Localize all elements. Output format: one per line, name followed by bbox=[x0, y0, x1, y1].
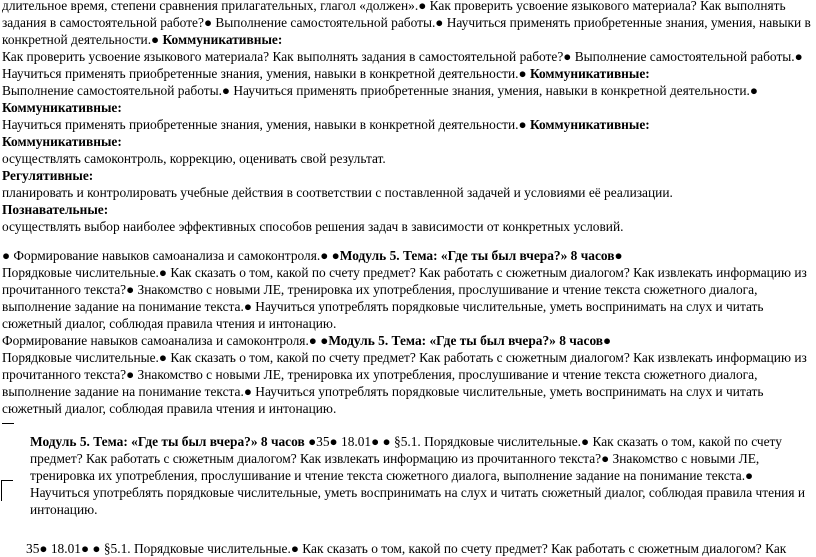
heading-cognitive: Познавательные: bbox=[2, 202, 109, 217]
module-title: ●Модуль 5. Тема: «Где ты был вчера?» 8 часов● bbox=[320, 333, 612, 348]
paragraph-4 bbox=[2, 116, 814, 133]
bold-heading: Коммуникативные: bbox=[162, 32, 283, 47]
module-block-2 bbox=[2, 332, 814, 349]
heading-regulatory: Регулятивные: bbox=[2, 168, 94, 183]
bold-heading: Коммуникативные: bbox=[2, 100, 122, 115]
text-cognitive: осуществлять выбор наиболее эффективных способов решения задач в зависимости от конкретных условий. bbox=[2, 219, 624, 234]
paragraph-1 bbox=[2, 0, 814, 48]
paragraph-text: Выполнение самостоятельной работы.● Научиться применять приобретенные знания, умения, навыки в конкретной деятельности.● bbox=[2, 83, 758, 98]
module-title: ●Модуль 5. Тема: «Где ты был вчера?» 8 часов● bbox=[331, 248, 623, 263]
heading-communicative: Коммуникативные: bbox=[2, 134, 122, 149]
paragraph-text: Как проверить усвоение языкового материала? Как выполнять задания в самостоятельной работе?● Выполнение самостоятельной работы.● Научиться применять приобретенные знания, умения, навыки в конкретной деятельности.● bbox=[2, 49, 803, 81]
paragraph-text: длительное время, степени сравнения прилагательных, глагол «должен».● Как проверить усвоение языкового материала? Как выполнять задания в самостоятельной работе?● Выполнение самостоятельной работы.● Научиться применять приобретенные знания, умения, навыки в конкретной деятельности.● bbox=[2, 0, 811, 47]
module-text: ●35● 18.01● ● §5.1. Порядковые числительные.● Как сказать о том, какой по счету предмет? Как работать с сюжетным диалогом? Как извлекать информацию из прочитанного текста?● Знакомство с новыми ЛЕ, тренировка их употребления, прослушивание и чтение текста сюжетного диалога, выполнение задание на понимание текста.● Научиться употреблять порядковые числительные, уметь воспринимать на слух и читать сюжетный диалог, соблюдая правила чтения и интонацию. bbox=[30, 434, 806, 517]
bold-heading: Коммуникативные: bbox=[529, 117, 650, 132]
table-cell-edge bbox=[1, 480, 13, 501]
module-pre: ● Формирование навыков самоанализа и самоконтроля.● bbox=[2, 248, 332, 263]
module-text: 35● 18.01● ● §5.1. Порядковые числительные.● Как сказать о том, какой по счету предмет? Как работать с сюжетным диалогом? Как bbox=[26, 541, 787, 556]
paragraph-2 bbox=[2, 48, 814, 82]
paragraph-3 bbox=[2, 82, 814, 116]
module-block-3 bbox=[2, 433, 814, 518]
paragraph-text: Научиться применять приобретенные знания, умения, навыки в конкретной деятельности.● bbox=[2, 117, 530, 132]
module-pre: Формирование навыков самоанализа и самоконтроля.● bbox=[2, 333, 321, 348]
module-text-2: Порядковые числительные.● Как сказать о том, какой по счету предмет? Как работать с сюжетным диалогом? Как извлекать информацию из прочитанного текста?● Знакомство с новыми ЛЕ, тренировка их употребления, прослушивание и чтение текста сюжетного диалога, выполнение задание на понимание текста.● Научиться употреблять порядковые числительные, уметь воспринимать на слух и читать сюжетный диалог, соблюдая правила чтения и интонацию. bbox=[2, 350, 807, 416]
bold-heading: Коммуникативные: bbox=[529, 66, 650, 81]
module-text-1: Порядковые числительные.● Как сказать о том, какой по счету предмет? Как работать с сюжетным диалогом? Как извлекать информацию из прочитанного текста?● Знакомство с новыми ЛЕ, тренировка их употребления, прослушивание и чтение текста сюжетного диалога, выполнение задание на понимание текста.● Научиться употреблять порядковые числительные, уметь воспринимать на слух и читать сюжетный диалог, соблюдая правила чтения и интонацию. bbox=[2, 265, 807, 331]
module-block-4 bbox=[2, 540, 814, 557]
module-block-1 bbox=[2, 247, 814, 264]
text-regulatory: планировать и контролировать учебные действия в соответствии с поставленной задачей и условиями её реализации. bbox=[2, 185, 673, 200]
module-title: Модуль 5. Тема: «Где ты был вчера?» 8 часов bbox=[30, 434, 305, 449]
document-body bbox=[2, 0, 814, 557]
text-communicative: осуществлять самоконтроль, коррекцию, оценивать свой результат. bbox=[2, 151, 386, 166]
